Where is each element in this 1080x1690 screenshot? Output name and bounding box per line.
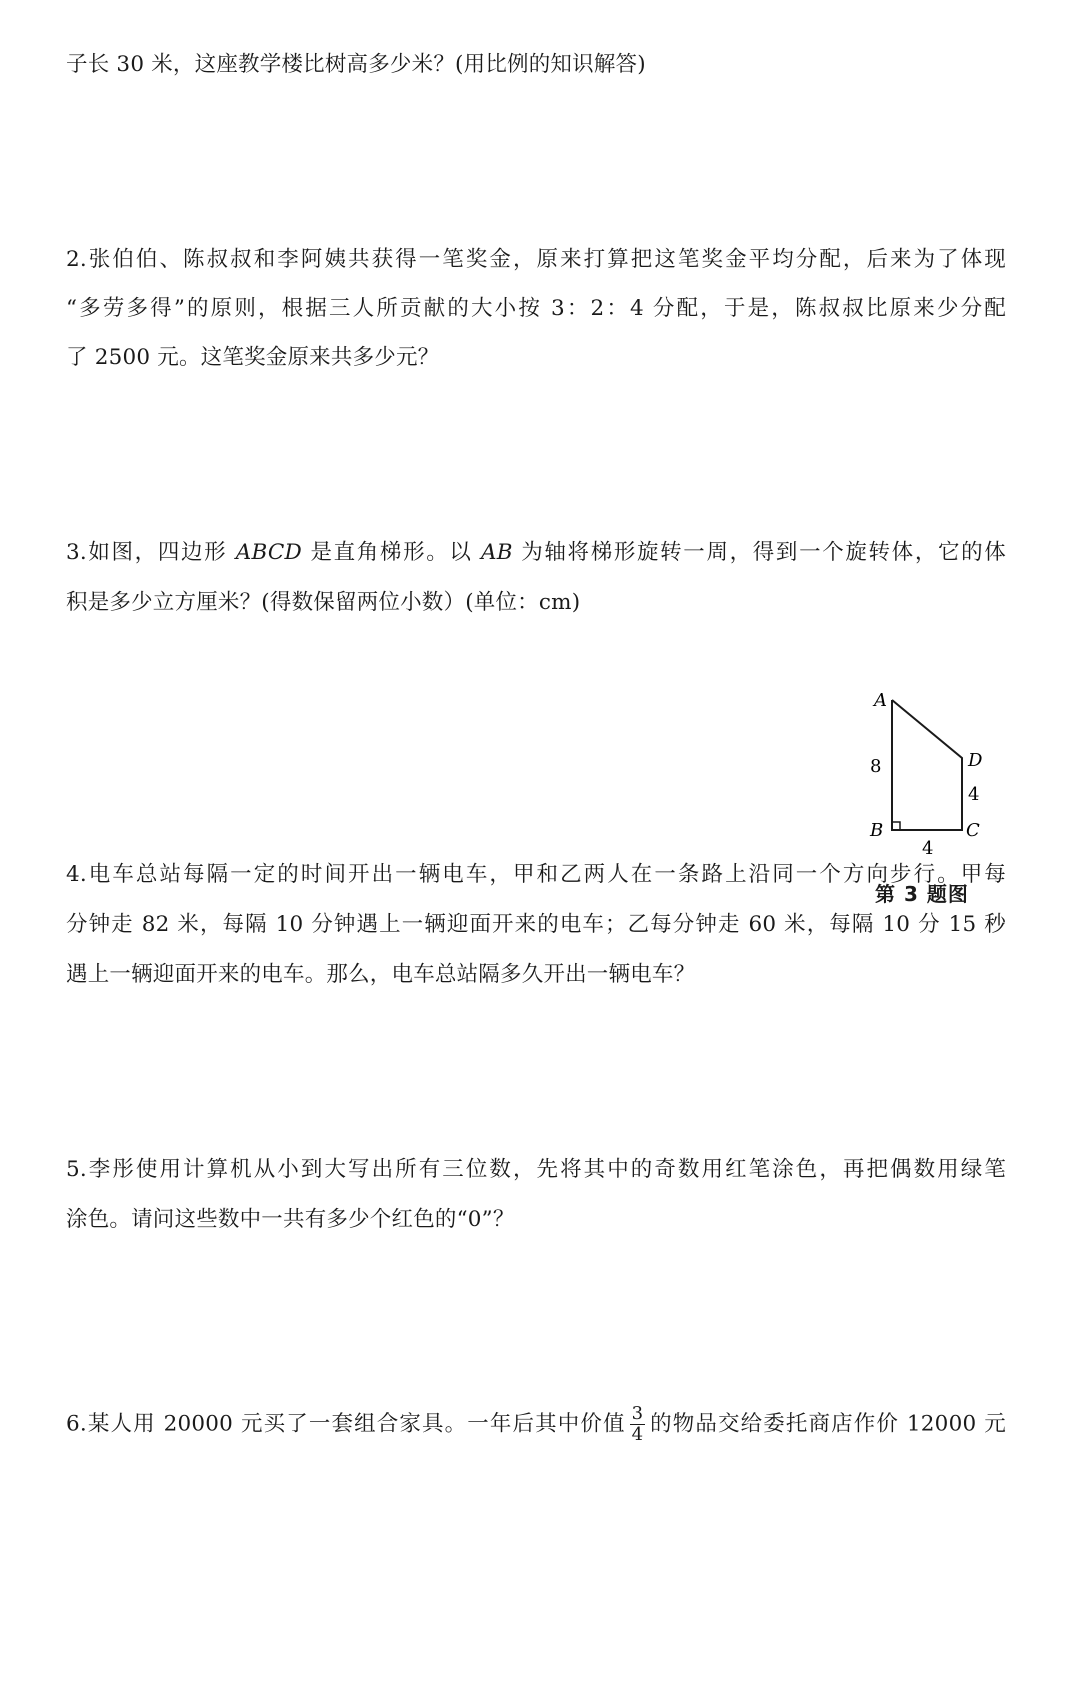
fraction-denominator: 4 xyxy=(631,1424,644,1445)
q3-line-1-mid: 是直角梯形。以 xyxy=(301,540,482,565)
q4-line-2: 分钟走 82 米，每隔 10 分钟遇上一辆迎面开来的电车；乙每分钟走 60 米，每隔 10 分 15 秒 xyxy=(66,912,1006,937)
q3-abcd: ABCD xyxy=(235,540,302,565)
q2-line-3: 了 2500 元。这笔奖金原来共多少元？ xyxy=(66,345,440,370)
q1-line-1: 子长 30 米，这座教学楼比树高多少米？(用比例的知识解答) xyxy=(66,52,646,77)
q4-line-3: 遇上一辆迎面开来的电车。那么，电车总站隔多久开出一辆电车？ xyxy=(66,962,696,987)
q3-line-1-post: 为轴将梯形旋转一周，得到一个旋转体，它的体 xyxy=(512,540,1006,565)
q3-line-2: 积是多少立方厘米？(得数保留两位小数）(单位：cm) xyxy=(66,590,581,615)
q3-ab: AB xyxy=(481,540,513,565)
q6-line-1 xyxy=(66,1404,1006,1445)
label-b: B xyxy=(870,820,884,841)
label-c: C xyxy=(966,820,980,841)
q6-line-1-pre: 6.某人用 20000 元买了一套组合家具。一年后其中价值 xyxy=(66,1411,626,1437)
q4-line-1: 4.电车总站每隔一定的时间开出一辆电车，甲和乙两人在一条路上沿同一个方向步行。甲每 xyxy=(66,862,1006,887)
q5-line-2: 涂色。请问这些数中一共有多少个红色的“0”？ xyxy=(66,1207,515,1232)
q3-line-1-pre: 3.如图，四边形 xyxy=(66,540,236,565)
q5-line-1: 5.李彤使用计算机从小到大写出所有三位数，先将其中的奇数用红笔涂色，再把偶数用绿笔 xyxy=(66,1157,1006,1182)
q2-line-2: “多劳多得”的原则，根据三人所贡献的大小按 3：2：4 分配，于是，陈叔叔比原来少分配 xyxy=(66,296,1006,321)
label-a: A xyxy=(874,690,887,711)
right-angle-mark xyxy=(892,822,900,830)
label-bc-length: 4 xyxy=(922,838,934,859)
label-d: D xyxy=(968,750,983,771)
figure-caption: 第 3 题图 xyxy=(875,882,969,906)
q3-line-1 xyxy=(66,538,1006,568)
label-ab-length: 8 xyxy=(870,756,882,777)
q2-line-1: 2.张伯伯、陈叔叔和李阿姨共获得一笔奖金，原来打算把这笔奖金平均分配，后来为了体现 xyxy=(66,247,1006,272)
q6-line-1-post: 的物品交给委托商店作价 12000 元 xyxy=(649,1411,1006,1437)
fraction xyxy=(630,1404,646,1445)
label-dc-length: 4 xyxy=(968,784,980,805)
trapezoid-shape xyxy=(892,700,962,830)
fraction-numerator: 3 xyxy=(631,1403,644,1424)
